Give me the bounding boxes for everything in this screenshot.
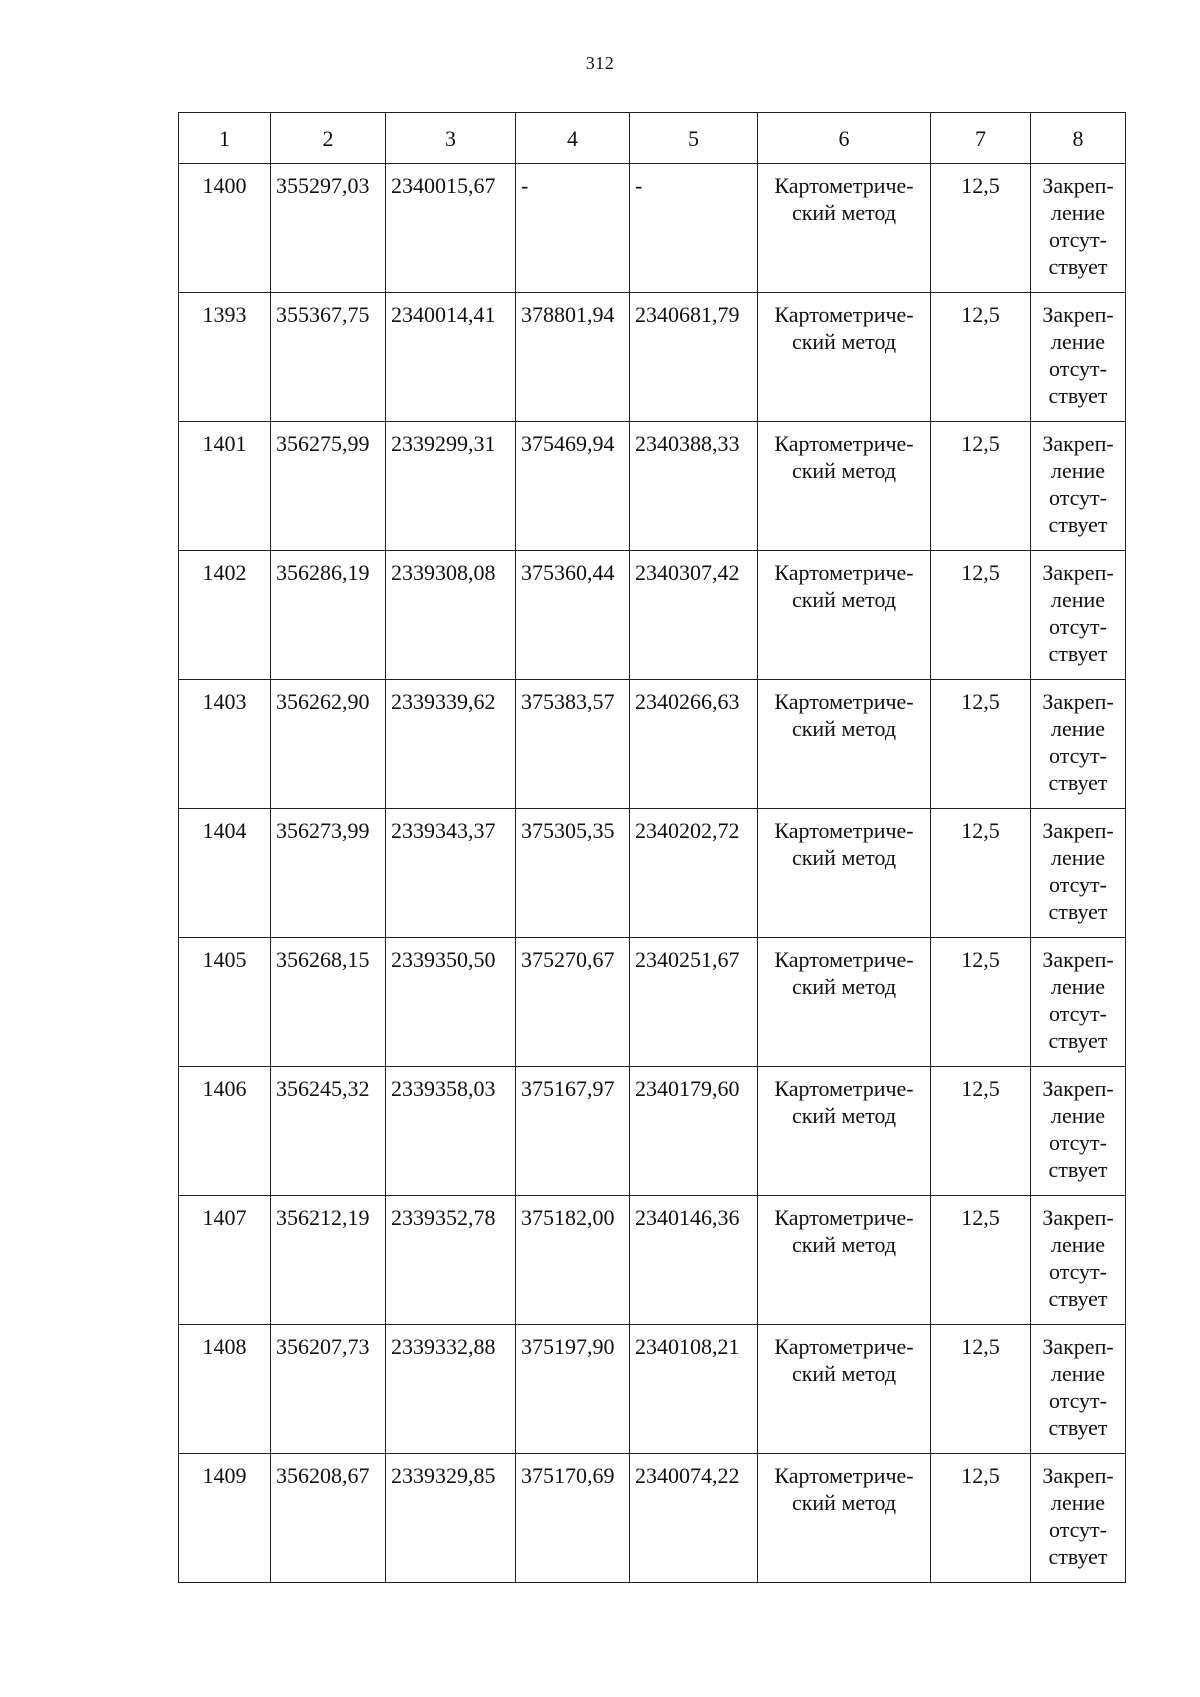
fixing-line: Закреп- <box>1042 1205 1114 1230</box>
point-number-cell: 1403 <box>179 680 271 809</box>
method-line: ский метод <box>791 1232 897 1257</box>
fixing-line: ление <box>1050 974 1106 999</box>
fixing-line: отсут- <box>1048 1259 1107 1284</box>
fixing-line: ствует <box>1048 1415 1108 1440</box>
table-row <box>179 680 1126 809</box>
point-number-cell: 1409 <box>179 1454 271 1583</box>
coord-y-cell: 2339339,62 <box>386 680 516 809</box>
table-row <box>179 293 1126 422</box>
accuracy-cell: 12,5 <box>931 422 1031 551</box>
method-line: ский метод <box>791 458 897 483</box>
coord-y2-cell: 2340388,33 <box>630 422 758 551</box>
coord-y2-cell: 2340108,21 <box>630 1325 758 1454</box>
fixing-line: ление <box>1050 845 1106 870</box>
point-number-cell: 1393 <box>179 293 271 422</box>
fixing-line: отсут- <box>1048 743 1107 768</box>
coord-x2-cell: 375469,94 <box>516 422 630 551</box>
header-row <box>179 113 1126 164</box>
coord-y-cell: 2339299,31 <box>386 422 516 551</box>
fixing-cell <box>1031 293 1126 422</box>
coordinates-table <box>178 112 1126 1583</box>
method-line: ский метод <box>791 329 897 354</box>
method-line: Картометриче- <box>774 818 914 843</box>
table-row <box>179 1454 1126 1583</box>
coord-x-cell: 355367,75 <box>271 293 386 422</box>
method-line: Картометриче- <box>774 431 914 456</box>
method-cell <box>758 293 931 422</box>
fixing-cell <box>1031 422 1126 551</box>
accuracy-cell: 12,5 <box>931 164 1031 293</box>
accuracy-cell: 12,5 <box>931 1325 1031 1454</box>
coord-y-cell: 2339332,88 <box>386 1325 516 1454</box>
point-number-cell: 1406 <box>179 1067 271 1196</box>
coord-x-cell: 356207,73 <box>271 1325 386 1454</box>
fixing-line: Закреп- <box>1042 818 1114 843</box>
table-header <box>179 113 1126 164</box>
fixing-line: Закреп- <box>1042 689 1114 714</box>
fixing-line: ствует <box>1048 899 1108 924</box>
method-line: ский метод <box>791 1103 897 1128</box>
fixing-cell <box>1031 938 1126 1067</box>
fixing-line: ствует <box>1048 254 1108 279</box>
coord-x2-cell: 375167,97 <box>516 1067 630 1196</box>
table-row <box>179 1196 1126 1325</box>
fixing-cell <box>1031 164 1126 293</box>
method-line: ский метод <box>791 587 897 612</box>
accuracy-cell: 12,5 <box>931 551 1031 680</box>
coord-x-cell: 356212,19 <box>271 1196 386 1325</box>
table-row <box>179 1067 1126 1196</box>
method-line: Картометриче- <box>774 947 914 972</box>
method-cell <box>758 938 931 1067</box>
method-line: Картометриче- <box>774 173 914 198</box>
method-line: ский метод <box>791 1490 897 1515</box>
coord-y-cell: 2339350,50 <box>386 938 516 1067</box>
accuracy-cell: 12,5 <box>931 938 1031 1067</box>
header-cell: 5 <box>630 113 758 164</box>
fixing-line: отсут- <box>1048 227 1107 252</box>
method-line: Картометриче- <box>774 302 914 327</box>
fixing-line: ствует <box>1048 770 1108 795</box>
table-row <box>179 551 1126 680</box>
fixing-line: отсут- <box>1048 872 1107 897</box>
coord-x2-cell: 375170,69 <box>516 1454 630 1583</box>
coord-y2-cell: 2340266,63 <box>630 680 758 809</box>
coord-x2-cell: 375197,90 <box>516 1325 630 1454</box>
fixing-line: ление <box>1050 716 1106 741</box>
method-line: Картометриче- <box>774 1205 914 1230</box>
method-cell <box>758 1454 931 1583</box>
fixing-line: ление <box>1050 1232 1106 1257</box>
method-cell <box>758 164 931 293</box>
fixing-line: отсут- <box>1048 356 1107 381</box>
fixing-line: Закреп- <box>1042 302 1114 327</box>
coord-y-cell: 2339329,85 <box>386 1454 516 1583</box>
fixing-line: отсут- <box>1048 1388 1107 1413</box>
coord-x-cell: 356273,99 <box>271 809 386 938</box>
fixing-line: Закреп- <box>1042 431 1114 456</box>
method-line: ский метод <box>791 974 897 999</box>
coord-x2-cell: 375182,00 <box>516 1196 630 1325</box>
method-line: ский метод <box>791 1361 897 1386</box>
fixing-line: ление <box>1050 587 1106 612</box>
table-row <box>179 938 1126 1067</box>
point-number-cell: 1408 <box>179 1325 271 1454</box>
method-cell <box>758 551 931 680</box>
fixing-line: ствует <box>1048 641 1108 666</box>
coord-y2-cell: 2340681,79 <box>630 293 758 422</box>
coord-y2-cell: - <box>630 164 758 293</box>
point-number-cell: 1402 <box>179 551 271 680</box>
method-cell <box>758 1325 931 1454</box>
fixing-cell <box>1031 1196 1126 1325</box>
coord-y-cell: 2339308,08 <box>386 551 516 680</box>
coord-x2-cell: 378801,94 <box>516 293 630 422</box>
fixing-line: отсут- <box>1048 1130 1107 1155</box>
header-cell: 7 <box>931 113 1031 164</box>
coord-y2-cell: 2340307,42 <box>630 551 758 680</box>
coord-x-cell: 356286,19 <box>271 551 386 680</box>
fixing-line: ствует <box>1048 512 1108 537</box>
coord-x2-cell: 375360,44 <box>516 551 630 680</box>
fixing-line: ление <box>1050 1103 1106 1128</box>
method-line: Картометриче- <box>774 1334 914 1359</box>
header-cell: 3 <box>386 113 516 164</box>
fixing-line: Закреп- <box>1042 947 1114 972</box>
header-cell: 2 <box>271 113 386 164</box>
page-number: 312 <box>585 53 615 73</box>
method-line: Картометриче- <box>774 560 914 585</box>
table-row <box>179 164 1126 293</box>
table-body <box>179 164 1126 1583</box>
fixing-cell <box>1031 809 1126 938</box>
fixing-line: Закреп- <box>1042 1076 1114 1101</box>
header-cell: 4 <box>516 113 630 164</box>
coord-y-cell: 2340014,41 <box>386 293 516 422</box>
coord-x2-cell: 375270,67 <box>516 938 630 1067</box>
point-number-cell: 1405 <box>179 938 271 1067</box>
coord-y-cell: 2339352,78 <box>386 1196 516 1325</box>
method-line: Картометриче- <box>774 1076 914 1101</box>
coord-x-cell: 356275,99 <box>271 422 386 551</box>
point-number-cell: 1407 <box>179 1196 271 1325</box>
fixing-line: Закреп- <box>1042 560 1114 585</box>
fixing-line: ствует <box>1048 1157 1108 1182</box>
fixing-line: ствует <box>1048 383 1108 408</box>
fixing-line: Закреп- <box>1042 1334 1114 1359</box>
fixing-line: ление <box>1050 1361 1106 1386</box>
fixing-line: отсут- <box>1048 1517 1107 1542</box>
coord-x-cell: 356262,90 <box>271 680 386 809</box>
header-cell: 1 <box>179 113 271 164</box>
coord-y2-cell: 2340146,36 <box>630 1196 758 1325</box>
fixing-cell <box>1031 680 1126 809</box>
method-line: ский метод <box>791 200 897 225</box>
header-cell: 8 <box>1031 113 1126 164</box>
accuracy-cell: 12,5 <box>931 809 1031 938</box>
coord-y2-cell: 2340179,60 <box>630 1067 758 1196</box>
coord-x2-cell: 375305,35 <box>516 809 630 938</box>
fixing-line: ление <box>1050 1490 1106 1515</box>
fixing-line: отсут- <box>1048 485 1107 510</box>
coord-x-cell: 356245,32 <box>271 1067 386 1196</box>
table-row <box>179 422 1126 551</box>
coord-y-cell: 2339358,03 <box>386 1067 516 1196</box>
fixing-line: отсут- <box>1048 614 1107 639</box>
fixing-cell <box>1031 551 1126 680</box>
method-cell <box>758 680 931 809</box>
fixing-cell <box>1031 1325 1126 1454</box>
fixing-line: Закреп- <box>1042 173 1114 198</box>
coord-x2-cell: 375383,57 <box>516 680 630 809</box>
coord-y-cell: 2340015,67 <box>386 164 516 293</box>
method-line: Картометриче- <box>774 689 914 714</box>
header-cell: 6 <box>758 113 931 164</box>
table-row <box>179 1325 1126 1454</box>
coord-y2-cell: 2340074,22 <box>630 1454 758 1583</box>
coord-y2-cell: 2340202,72 <box>630 809 758 938</box>
fixing-line: отсут- <box>1048 1001 1107 1026</box>
method-line: Картометриче- <box>774 1463 914 1488</box>
accuracy-cell: 12,5 <box>931 1454 1031 1583</box>
accuracy-cell: 12,5 <box>931 293 1031 422</box>
fixing-line: ление <box>1050 200 1106 225</box>
accuracy-cell: 12,5 <box>931 1196 1031 1325</box>
table-row <box>179 809 1126 938</box>
method-cell <box>758 809 931 938</box>
accuracy-cell: 12,5 <box>931 680 1031 809</box>
accuracy-cell: 12,5 <box>931 1067 1031 1196</box>
method-cell <box>758 422 931 551</box>
fixing-line: ствует <box>1048 1544 1108 1569</box>
fixing-line: ление <box>1050 458 1106 483</box>
fixing-cell <box>1031 1454 1126 1583</box>
coord-y-cell: 2339343,37 <box>386 809 516 938</box>
coord-y2-cell: 2340251,67 <box>630 938 758 1067</box>
fixing-cell <box>1031 1067 1126 1196</box>
method-cell <box>758 1067 931 1196</box>
coord-x-cell: 356208,67 <box>271 1454 386 1583</box>
fixing-line: ление <box>1050 329 1106 354</box>
fixing-line: ствует <box>1048 1286 1108 1311</box>
coord-x2-cell: - <box>516 164 630 293</box>
method-line: ский метод <box>791 845 897 870</box>
method-cell <box>758 1196 931 1325</box>
point-number-cell: 1400 <box>179 164 271 293</box>
coord-x-cell: 356268,15 <box>271 938 386 1067</box>
coord-x-cell: 355297,03 <box>271 164 386 293</box>
method-line: ский метод <box>791 716 897 741</box>
point-number-cell: 1401 <box>179 422 271 551</box>
fixing-line: ствует <box>1048 1028 1108 1053</box>
fixing-line: Закреп- <box>1042 1463 1114 1488</box>
point-number-cell: 1404 <box>179 809 271 938</box>
